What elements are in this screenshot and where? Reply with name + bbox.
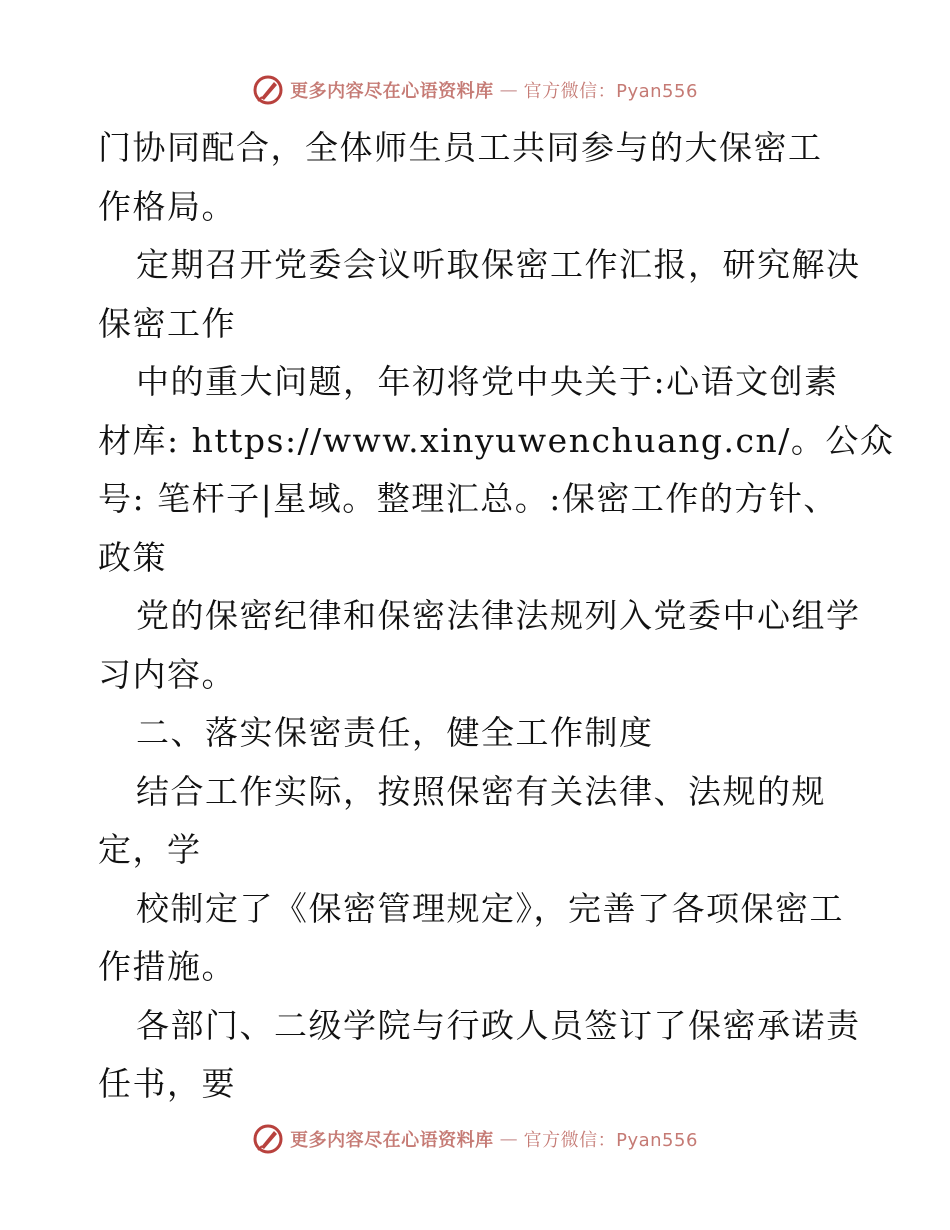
body-line: 保密工作 [98, 303, 236, 343]
watermark-dash: — [499, 1128, 518, 1150]
body-line: 作格局。 [98, 186, 236, 226]
body-line: 结合工作实际，按照保密有关法律、法规的规 [136, 771, 826, 811]
footer-watermark [0, 1119, 950, 1159]
document-body [98, 119, 895, 1114]
body-line: 定期召开党委会议听取保密工作汇报，研究解决 [136, 245, 861, 284]
watermark-dash: — [499, 79, 518, 101]
header-watermark [0, 70, 950, 110]
body-line: 习内容。 [98, 654, 236, 694]
body-line: 校制定了《保密管理规定》，完善了各项保密工 [136, 888, 844, 928]
quill-pen-logo-icon [252, 74, 284, 106]
quill-pen-logo-icon [252, 1123, 284, 1155]
watermark-text: 更多内容尽在心语资料库 [290, 1130, 494, 1151]
body-line: 中的重大问题，年初将党中央关于:心语文创素 [136, 362, 839, 401]
body-line: 党的保密纪律和保密法律法规列入党委中心组学 [136, 596, 861, 635]
body-line: 任书，要 [98, 1064, 236, 1103]
body-line: 定，学 [98, 830, 202, 869]
watermark-contact: 官方微信：Pyan556 [523, 81, 698, 102]
body-line: 号: 笔杆子|星域。整理汇总。:保密工作的方针、 [98, 479, 838, 518]
watermark-contact: 官方微信：Pyan556 [523, 1130, 698, 1151]
body-line: 门协同配合，全体师生员工共同参与的大保密工 [98, 128, 823, 167]
body-line: 各部门、二级学院与行政人员签订了保密承诺责 [136, 1005, 861, 1045]
body-line: 政策 [98, 537, 167, 577]
body-line: 材库: https://www.xinyuwenchuang.cn/。公众 [98, 420, 895, 460]
watermark-text: 更多内容尽在心语资料库 [290, 81, 494, 102]
section-heading: 二、落实保密责任，健全工作制度 [136, 713, 654, 752]
body-line: 作措施。 [98, 947, 236, 986]
